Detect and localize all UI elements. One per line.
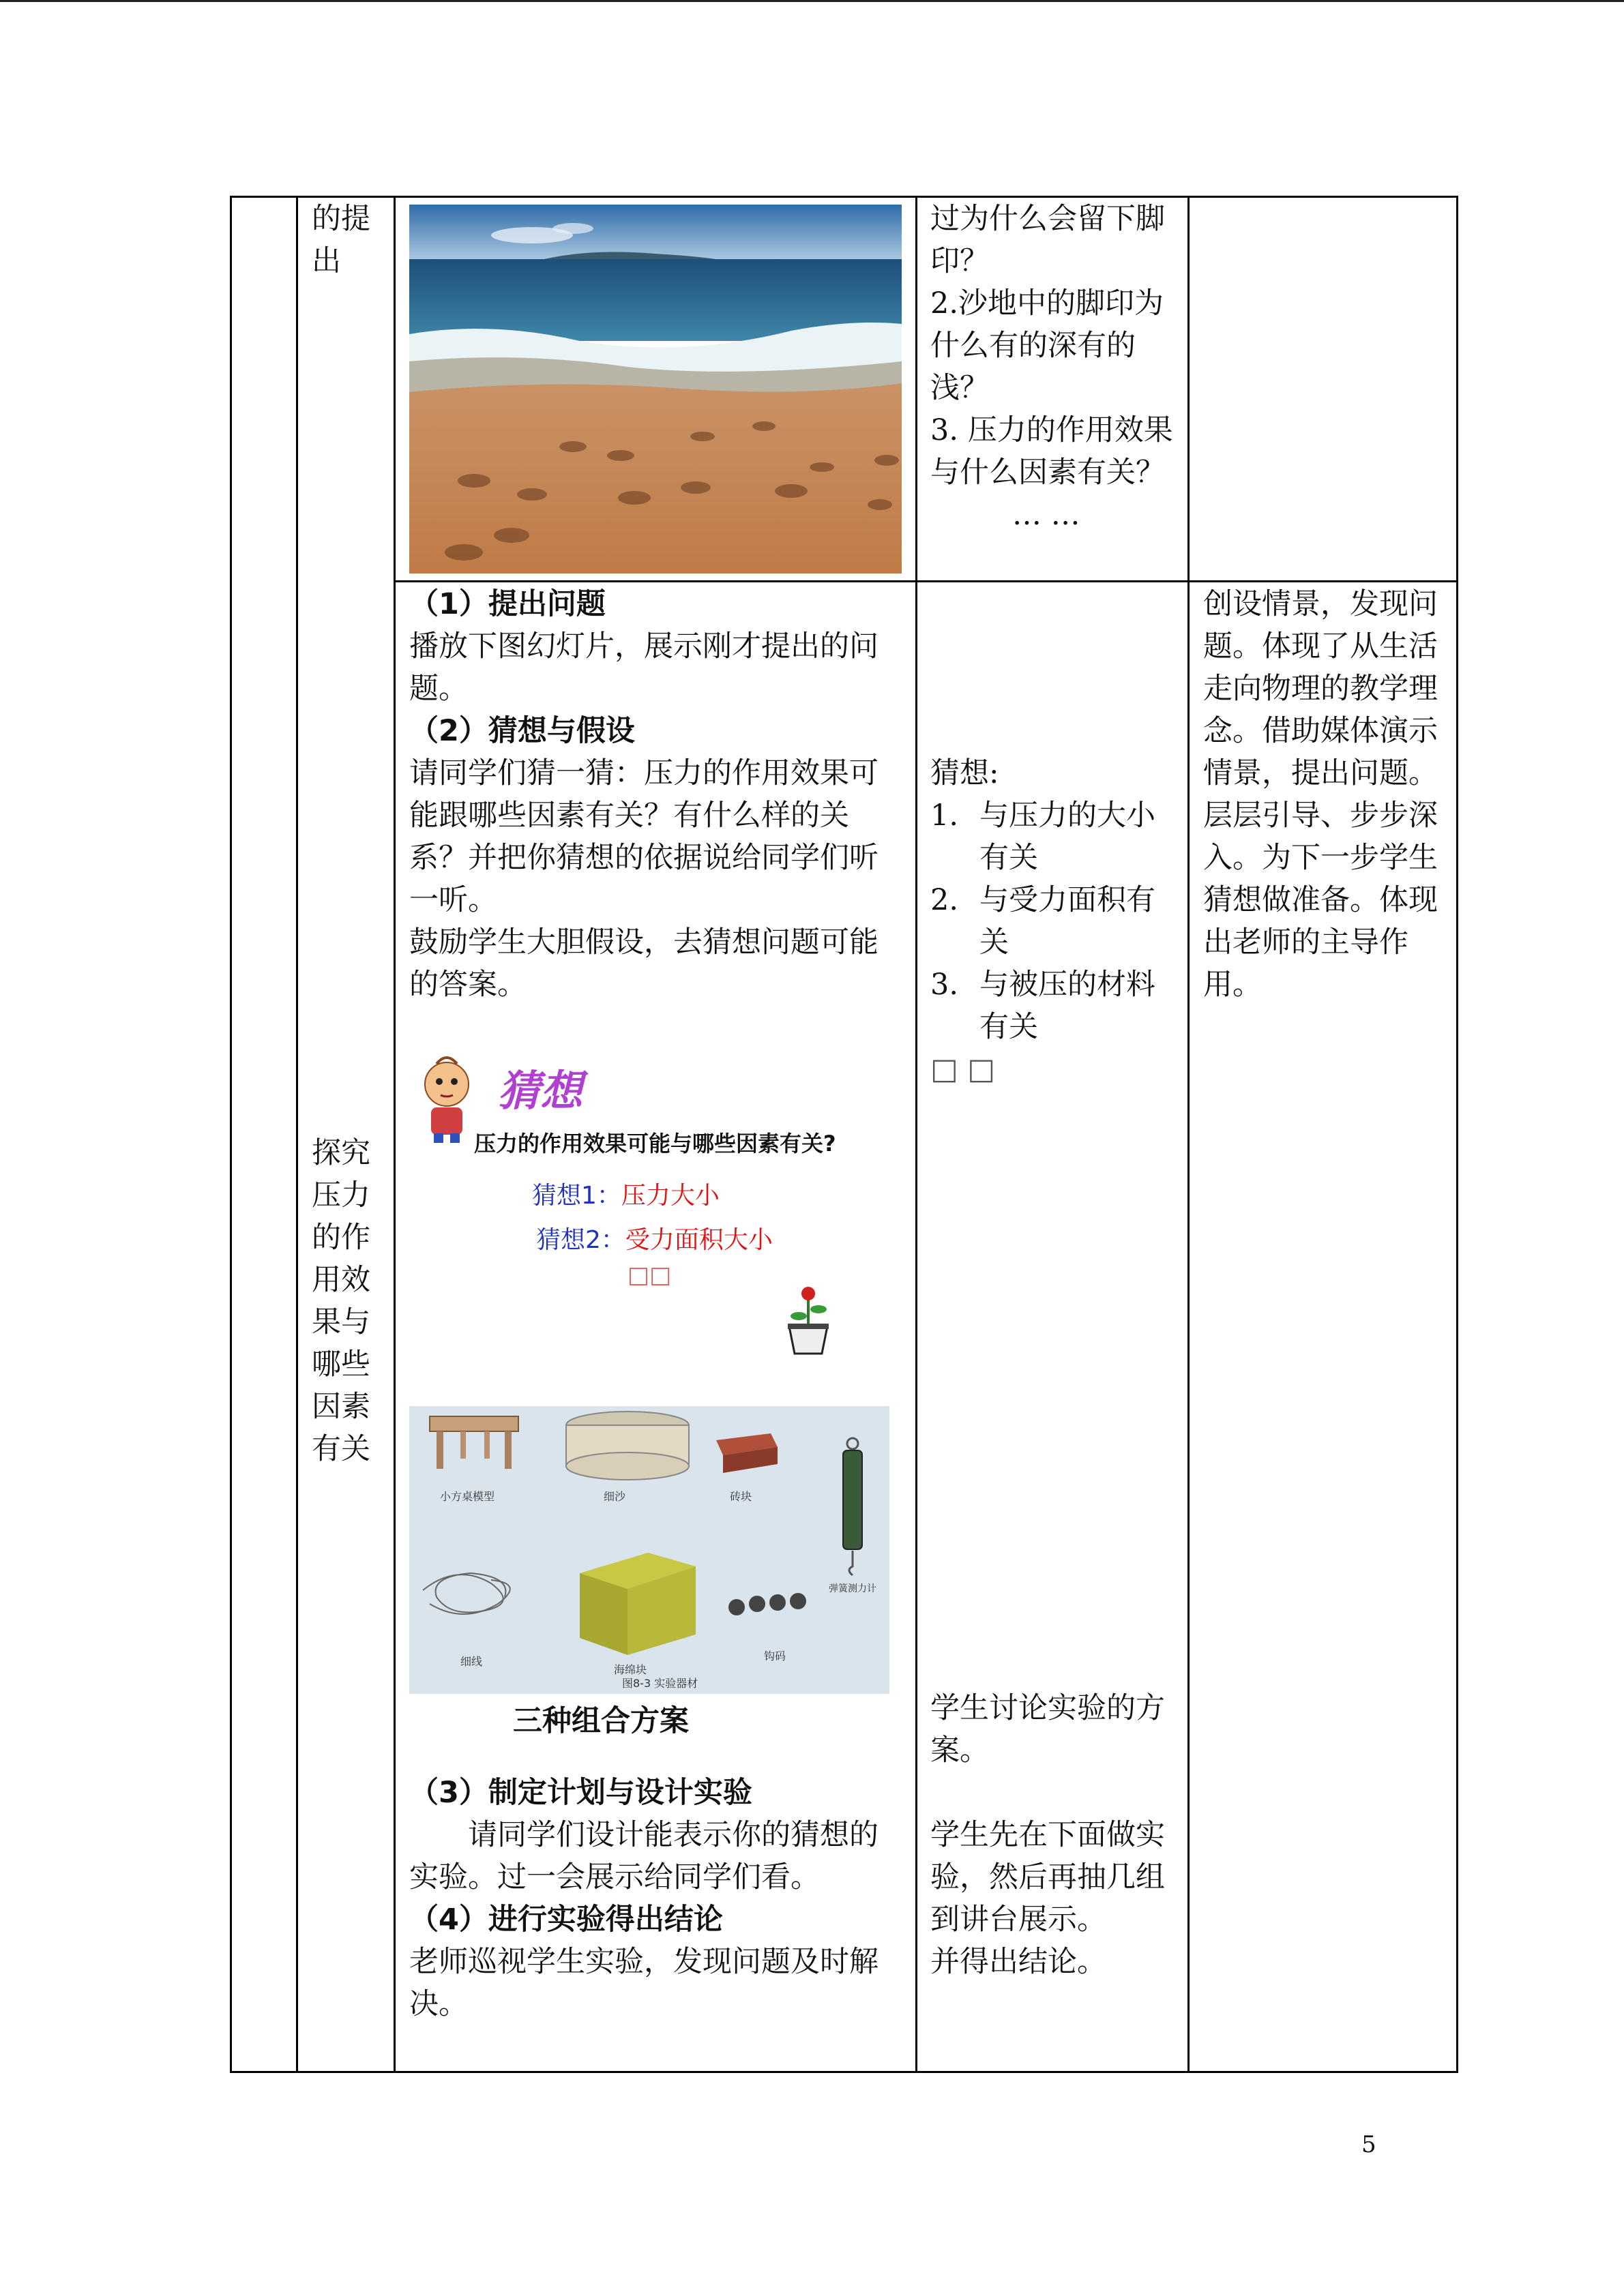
teacher-activity-top	[409, 583, 907, 1006]
figure-caption: 三种组合方案	[513, 1704, 689, 1738]
slide-guess-3-boxes: □□	[628, 1262, 672, 1289]
label-string: 细线	[460, 1655, 483, 1668]
guess-item-2: 2. 与受力面积有关	[930, 883, 1155, 959]
student-conclusion: 并得出结论。	[930, 1945, 1106, 1979]
student-experiment: 学生先在下面做实验，然后再抽几组到讲台展示。	[930, 1818, 1165, 1937]
paragraph-inspect: 老师巡视学生实验，发现问题及时解决。	[409, 1945, 879, 2021]
guess1-label: 猜想1：	[532, 1182, 621, 1210]
slide-title: 猜想	[498, 1066, 583, 1116]
page-top-border	[0, 0, 1624, 2]
label-weights: 钩码	[764, 1650, 786, 1663]
student-activity-row1	[930, 198, 1176, 536]
student-discussion: 学生讨论实验的方案。	[930, 1691, 1165, 1768]
student-experiment-block	[930, 1814, 1176, 1983]
slide-question: 压力的作用效果可能与哪些因素有关?	[474, 1131, 836, 1157]
paragraph-show-slides: 播放下图幻灯片，展示刚才提出的问题。	[409, 629, 879, 706]
heading-hypothesis: （2）猜想与假设	[409, 714, 635, 748]
equipment-figure	[409, 1406, 889, 1694]
guess1-value: 压力大小	[621, 1182, 720, 1210]
student-q2: 2.沙地中的脚印为什么有的深有的浅？	[930, 286, 1164, 405]
page-number: 5	[1361, 2131, 1376, 2158]
paragraph-encourage: 鼓励学生大胆假设，去猜想问题可能的答案。	[409, 925, 879, 1002]
heading-design-experiment: （3）制定计划与设计实验	[409, 1776, 752, 1810]
sponge-drawing	[580, 1553, 696, 1655]
slide-guess-1	[532, 1176, 720, 1211]
design-intent: 创设情景，发现问题。体现了从生活走向物理的教学理念。借助媒体演示情景，提出问题。层层引导、步步深入。为下一步学生猜想做准备。体现出老师的主导作用。	[1203, 587, 1438, 1002]
label-sponge: 海绵块	[614, 1663, 647, 1676]
guess2-label: 猜想2：	[536, 1226, 625, 1254]
sand-tray-drawing	[566, 1412, 689, 1480]
hypothesis-slide	[416, 1050, 846, 1364]
guess-label: 猜想:	[930, 756, 999, 790]
label-table-model: 小方桌模型	[440, 1490, 495, 1503]
teacher-activity-bottom	[409, 1772, 907, 2025]
label-brick: 砖块	[730, 1490, 752, 1503]
flower-pot-icon	[781, 1285, 836, 1360]
label-spring-scale: 弹簧测力计	[829, 1583, 876, 1594]
stage-cell-row2: 探究压力的作用效果与哪些因素有关	[312, 1136, 370, 1466]
thinking-boy-icon	[416, 1050, 477, 1146]
label-figure-caption: 图8-3 实验器材	[622, 1677, 698, 1690]
student-q1-end: 过为什么会留下脚印？	[930, 202, 1165, 278]
paragraph-design: 请同学们设计能表示你的猜想的实验。过一会展示给同学们看。	[409, 1818, 879, 1894]
stage-cell-row1: 的提出	[312, 202, 370, 278]
ellipsis-text: … …	[1012, 498, 1080, 532]
guess2-value: 受力面积大小	[625, 1226, 773, 1254]
label-sand: 细沙	[604, 1490, 626, 1503]
guess-boxes: □ □	[930, 1052, 995, 1086]
heading-propose-question: （1）提出问题	[409, 587, 606, 621]
student-guesses	[930, 752, 1176, 1090]
guess-item-1: 1. 与压力的大小有关	[930, 799, 1155, 875]
guess-item-3: 3. 与被压的材料有关	[930, 968, 1155, 1044]
paragraph-guess-factors: 请同学们猜一猜：压力的作用效果可能跟哪些因素有关？有什么样的关系？并把你猜想的依据说给同学们听一听。	[409, 756, 879, 917]
student-q3: 3. 压力的作用效果与什么因素有关？	[930, 413, 1173, 490]
heading-conduct-experiment: （4）进行实验得出结论	[409, 1903, 723, 1937]
slide-guess-2	[536, 1221, 773, 1255]
beach-footprints-image	[409, 205, 902, 573]
